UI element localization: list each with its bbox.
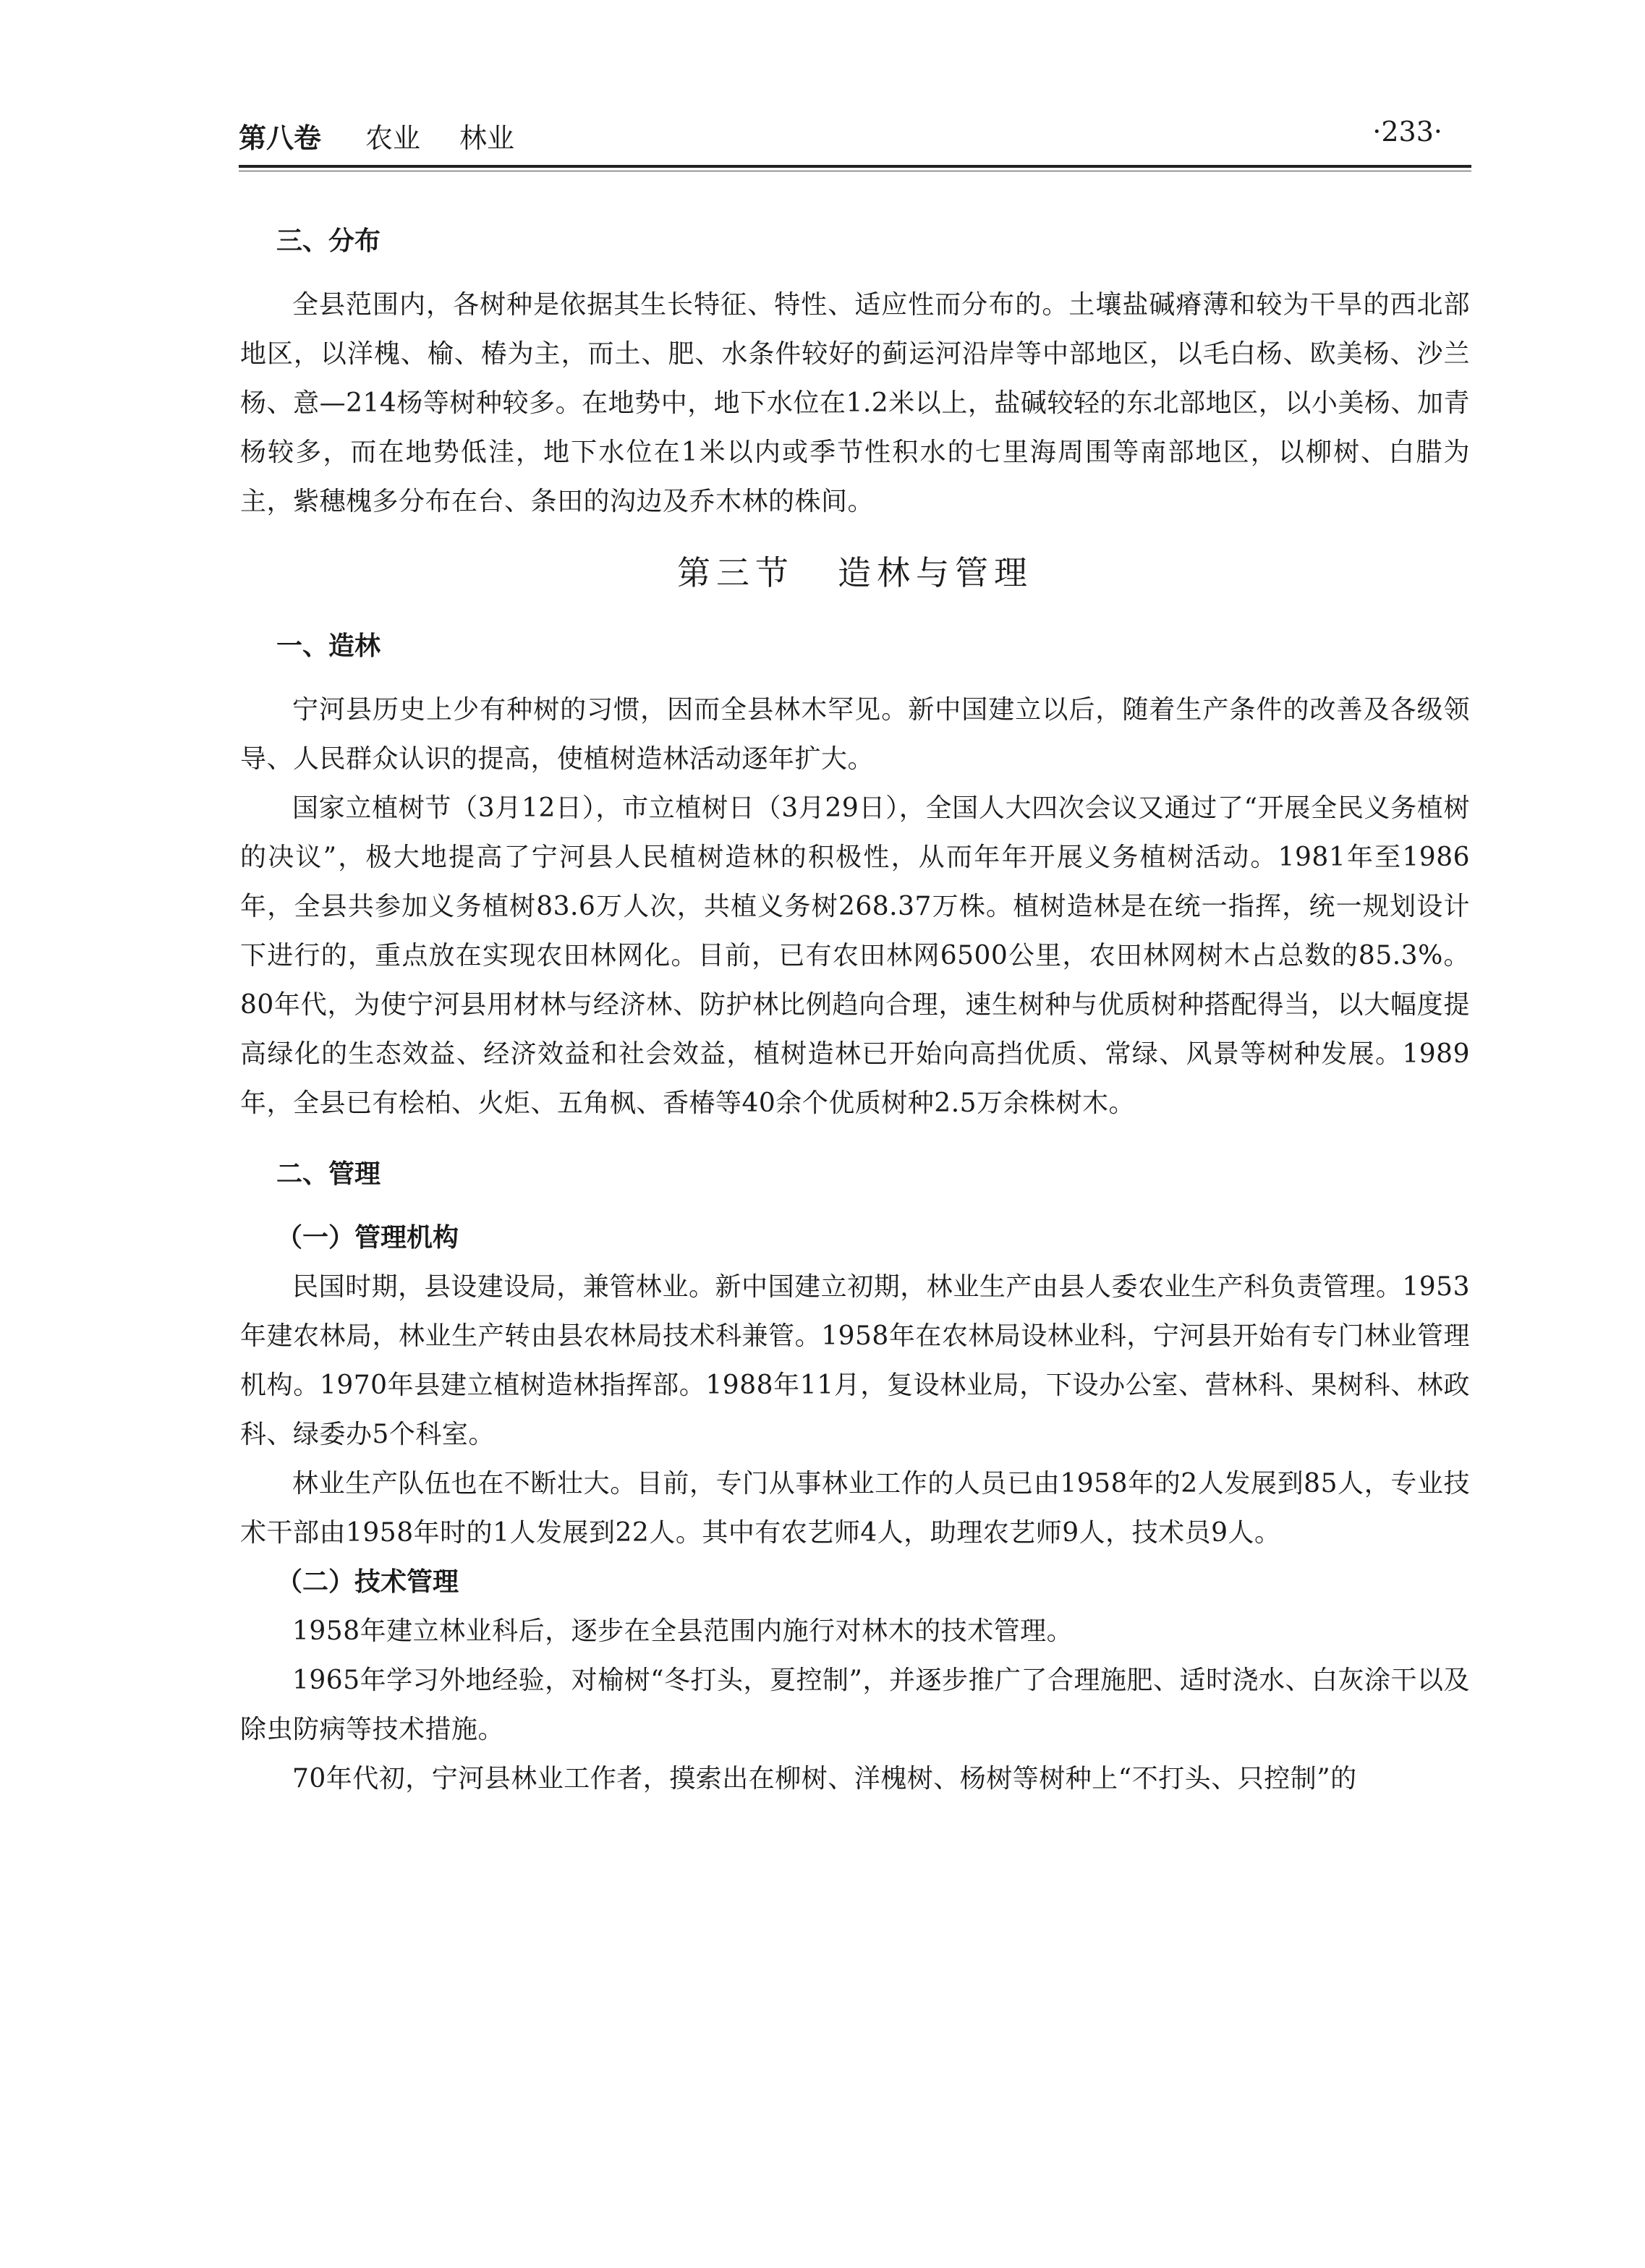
afforestation-paragraph-1: 宁河县历史上少有种树的习惯，因而全县林木罕见。新中国建立以后，随着生产条件的改善及各级领导、人民群众认识的提高，使植树造林活动逐年扩大。 [240, 695, 1470, 774]
section-name: 造林与管理 [838, 553, 1033, 592]
org-heading: （一）管理机构 [276, 1223, 459, 1253]
header-rule [239, 165, 1471, 168]
org-paragraph-2: 林业生产队伍也在不断壮大。目前，专门从事林业工作的人员已由1958年的2人发展到85人，专业技术干部由1958年时的1人发展到22人。其中有农艺师4人，助理农艺师9人，技术员9人。 [240, 1469, 1470, 1548]
management-heading: 二、管理 [276, 1159, 381, 1189]
distribution-heading: 三、分布 [276, 226, 381, 256]
page-number: ·233· [1372, 116, 1442, 148]
header-section-agriculture: 农业 [365, 122, 421, 154]
distribution-paragraph: 全县范围内，各树种是依据其生长特征、特性、适应性而分布的。土壤盐碱瘠薄和较为干旱的西北部地区，以洋槐、榆、椿为主，而土、肥、水条件较好的蓟运河沿岸等中部地区，以毛白杨、欧美杨、沙兰杨、意—214杨等树种较多。在地势中，地下水位在1.2米以上，盐碱较轻的东北部地区，以小美杨、加青杨较多，而在地势低洼，地下水位在1米以内或季节性积水的七里海周围等南部地区，以柳树、白腊为主，紫穗槐多分布在台、条田的沟边及乔木林的株间。 [240, 290, 1470, 516]
tech-paragraph-2: 1965年学习外地经验，对榆树“冬打头，夏控制”，并逐步推广了合理施肥、适时浇水、白灰涂干以及除虫防病等技术措施。 [240, 1666, 1470, 1744]
header-volume: 第八卷 [239, 122, 322, 154]
section-title [240, 548, 1470, 597]
tech-paragraph-1: 1958年建立林业科后，逐步在全县范围内施行对林木的技术管理。 [292, 1616, 1074, 1646]
org-paragraph-1: 民国时期，县设建设局，兼管林业。新中国建立初期，林业生产由县人委农业生产科负责管理。1953年建农林局，林业生产转由县农林局技术科兼管。1958年在农林局设林业科，宁河县开始有专门林业管理机构。1970年县建立植树造林指挥部。1988年11月，复设林业局，下设办公室、营林科、果树科、林政科、绿委办5个科室。 [240, 1272, 1470, 1449]
running-header [239, 116, 1471, 159]
page-content [240, 217, 1470, 1804]
header-section-forestry: 林业 [459, 122, 515, 154]
section-number: 第三节 [677, 553, 794, 592]
afforestation-heading: 一、造林 [276, 631, 381, 661]
tech-paragraph-3: 70年代初，宁河县林业工作者，摸索出在柳树、洋槐树、杨树等树种上“不打头、只控制”的 [292, 1764, 1357, 1794]
tech-heading: （二）技术管理 [276, 1567, 459, 1597]
afforestation-paragraph-2: 国家立植树节（3月12日），市立植树日（3月29日），全国人大四次会议又通过了“开展全民义务植树的决议”，极大地提高了宁河县人民植树造林的积极性，从而年年开展义务植树活动。1981年至1986年，全县共参加义务植树83.6万人次，共植义务树268.37万株。植树造林是在统一指挥，统一规划设计下进行的，重点放在实现农田林网化。目前，已有农田林网6500公里，农田林网树木占总数的85.3%。80年代，为使宁河县用材林与经济林、防护林比例趋向合理，速生树种与优质树种搭配得当，以大幅度提高绿化的生态效益、经济效益和社会效益，植树造林已开始向高挡优质、常绿、风景等树种发展。1989年，全县已有桧柏、火炬、五角枫、香椿等40余个优质树种2.5万余株树木。 [240, 793, 1470, 1118]
